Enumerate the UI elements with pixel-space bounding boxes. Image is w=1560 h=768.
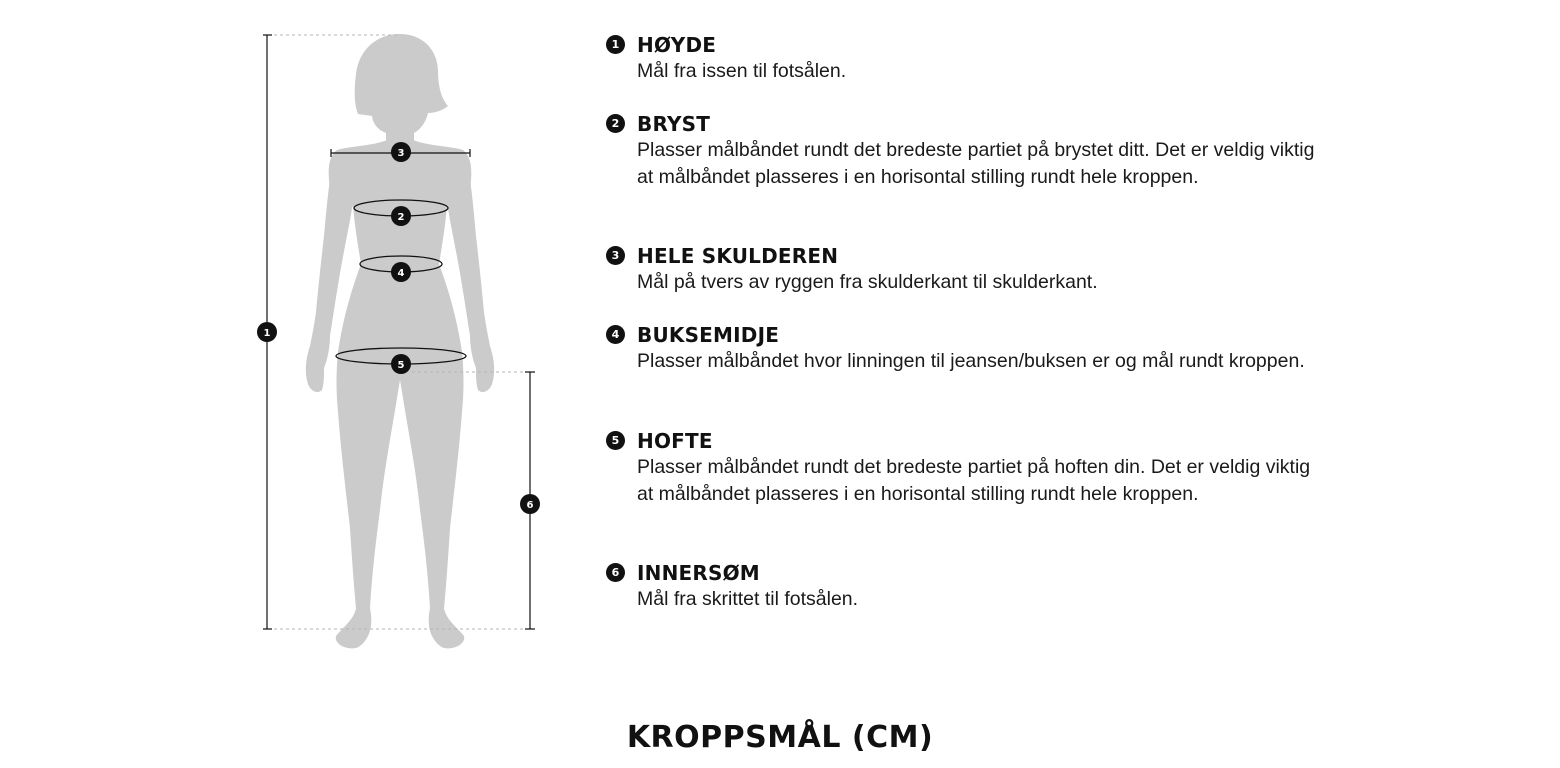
svg-text:2: 2 <box>397 212 405 223</box>
svg-text:4: 4 <box>397 268 405 279</box>
svg-text:6: 6 <box>526 500 534 511</box>
number-badge: 1 <box>606 35 625 54</box>
svg-text:5: 5 <box>397 360 405 371</box>
svg-text:1: 1 <box>263 328 271 339</box>
marker-1 <box>257 322 277 342</box>
instruction-description: Mål fra issen til fotsålen. <box>637 60 847 82</box>
instruction-description: Mål fra skrittet til fotsålen. <box>637 588 859 610</box>
instruction-description: Plasser målbåndet rundt det bredeste partiet på brystet ditt. Det er veldig viktig at målbåndet plasseres i en horisontal stilling rundt hele kroppen. <box>637 139 1315 188</box>
number-badge: 6 <box>606 563 625 582</box>
marker-6 <box>520 494 540 514</box>
head <box>355 34 448 140</box>
number-badge: 5 <box>606 431 625 450</box>
instruction-title: HOFTE <box>637 429 713 453</box>
body-silhouette <box>306 34 494 648</box>
instruction-description: Mål på tvers av ryggen fra skulderkant til skulderkant. <box>637 271 1098 293</box>
page-title: KROPPSMÅL (CM) <box>626 720 934 755</box>
instruction-description: Plasser målbåndet hvor linningen til jeansen/buksen er og mål rundt kroppen. <box>637 350 1305 372</box>
marker-5 <box>391 354 411 374</box>
marker-3 <box>391 142 411 162</box>
instruction-title: INNERSØM <box>637 561 760 585</box>
number-badge: 2 <box>606 114 625 133</box>
instruction-description: Plasser målbåndet rundt det bredeste partiet på hoften din. Det er veldig viktig at målbåndet plasseres i en horisontal stilling rundt hele kroppen. <box>637 456 1311 505</box>
number-badge: 4 <box>606 325 625 344</box>
instruction-title: BUKSEMIDJE <box>637 323 780 347</box>
instruction-title: BRYST <box>637 112 711 136</box>
instruction-title: HELE SKULDEREN <box>637 244 839 268</box>
body-measurement-figure <box>0 0 600 680</box>
number-badge: 3 <box>606 246 625 265</box>
marker-2 <box>391 206 411 226</box>
instruction-title: HØYDE <box>637 33 717 57</box>
svg-text:3: 3 <box>397 148 405 159</box>
marker-4 <box>391 262 411 282</box>
